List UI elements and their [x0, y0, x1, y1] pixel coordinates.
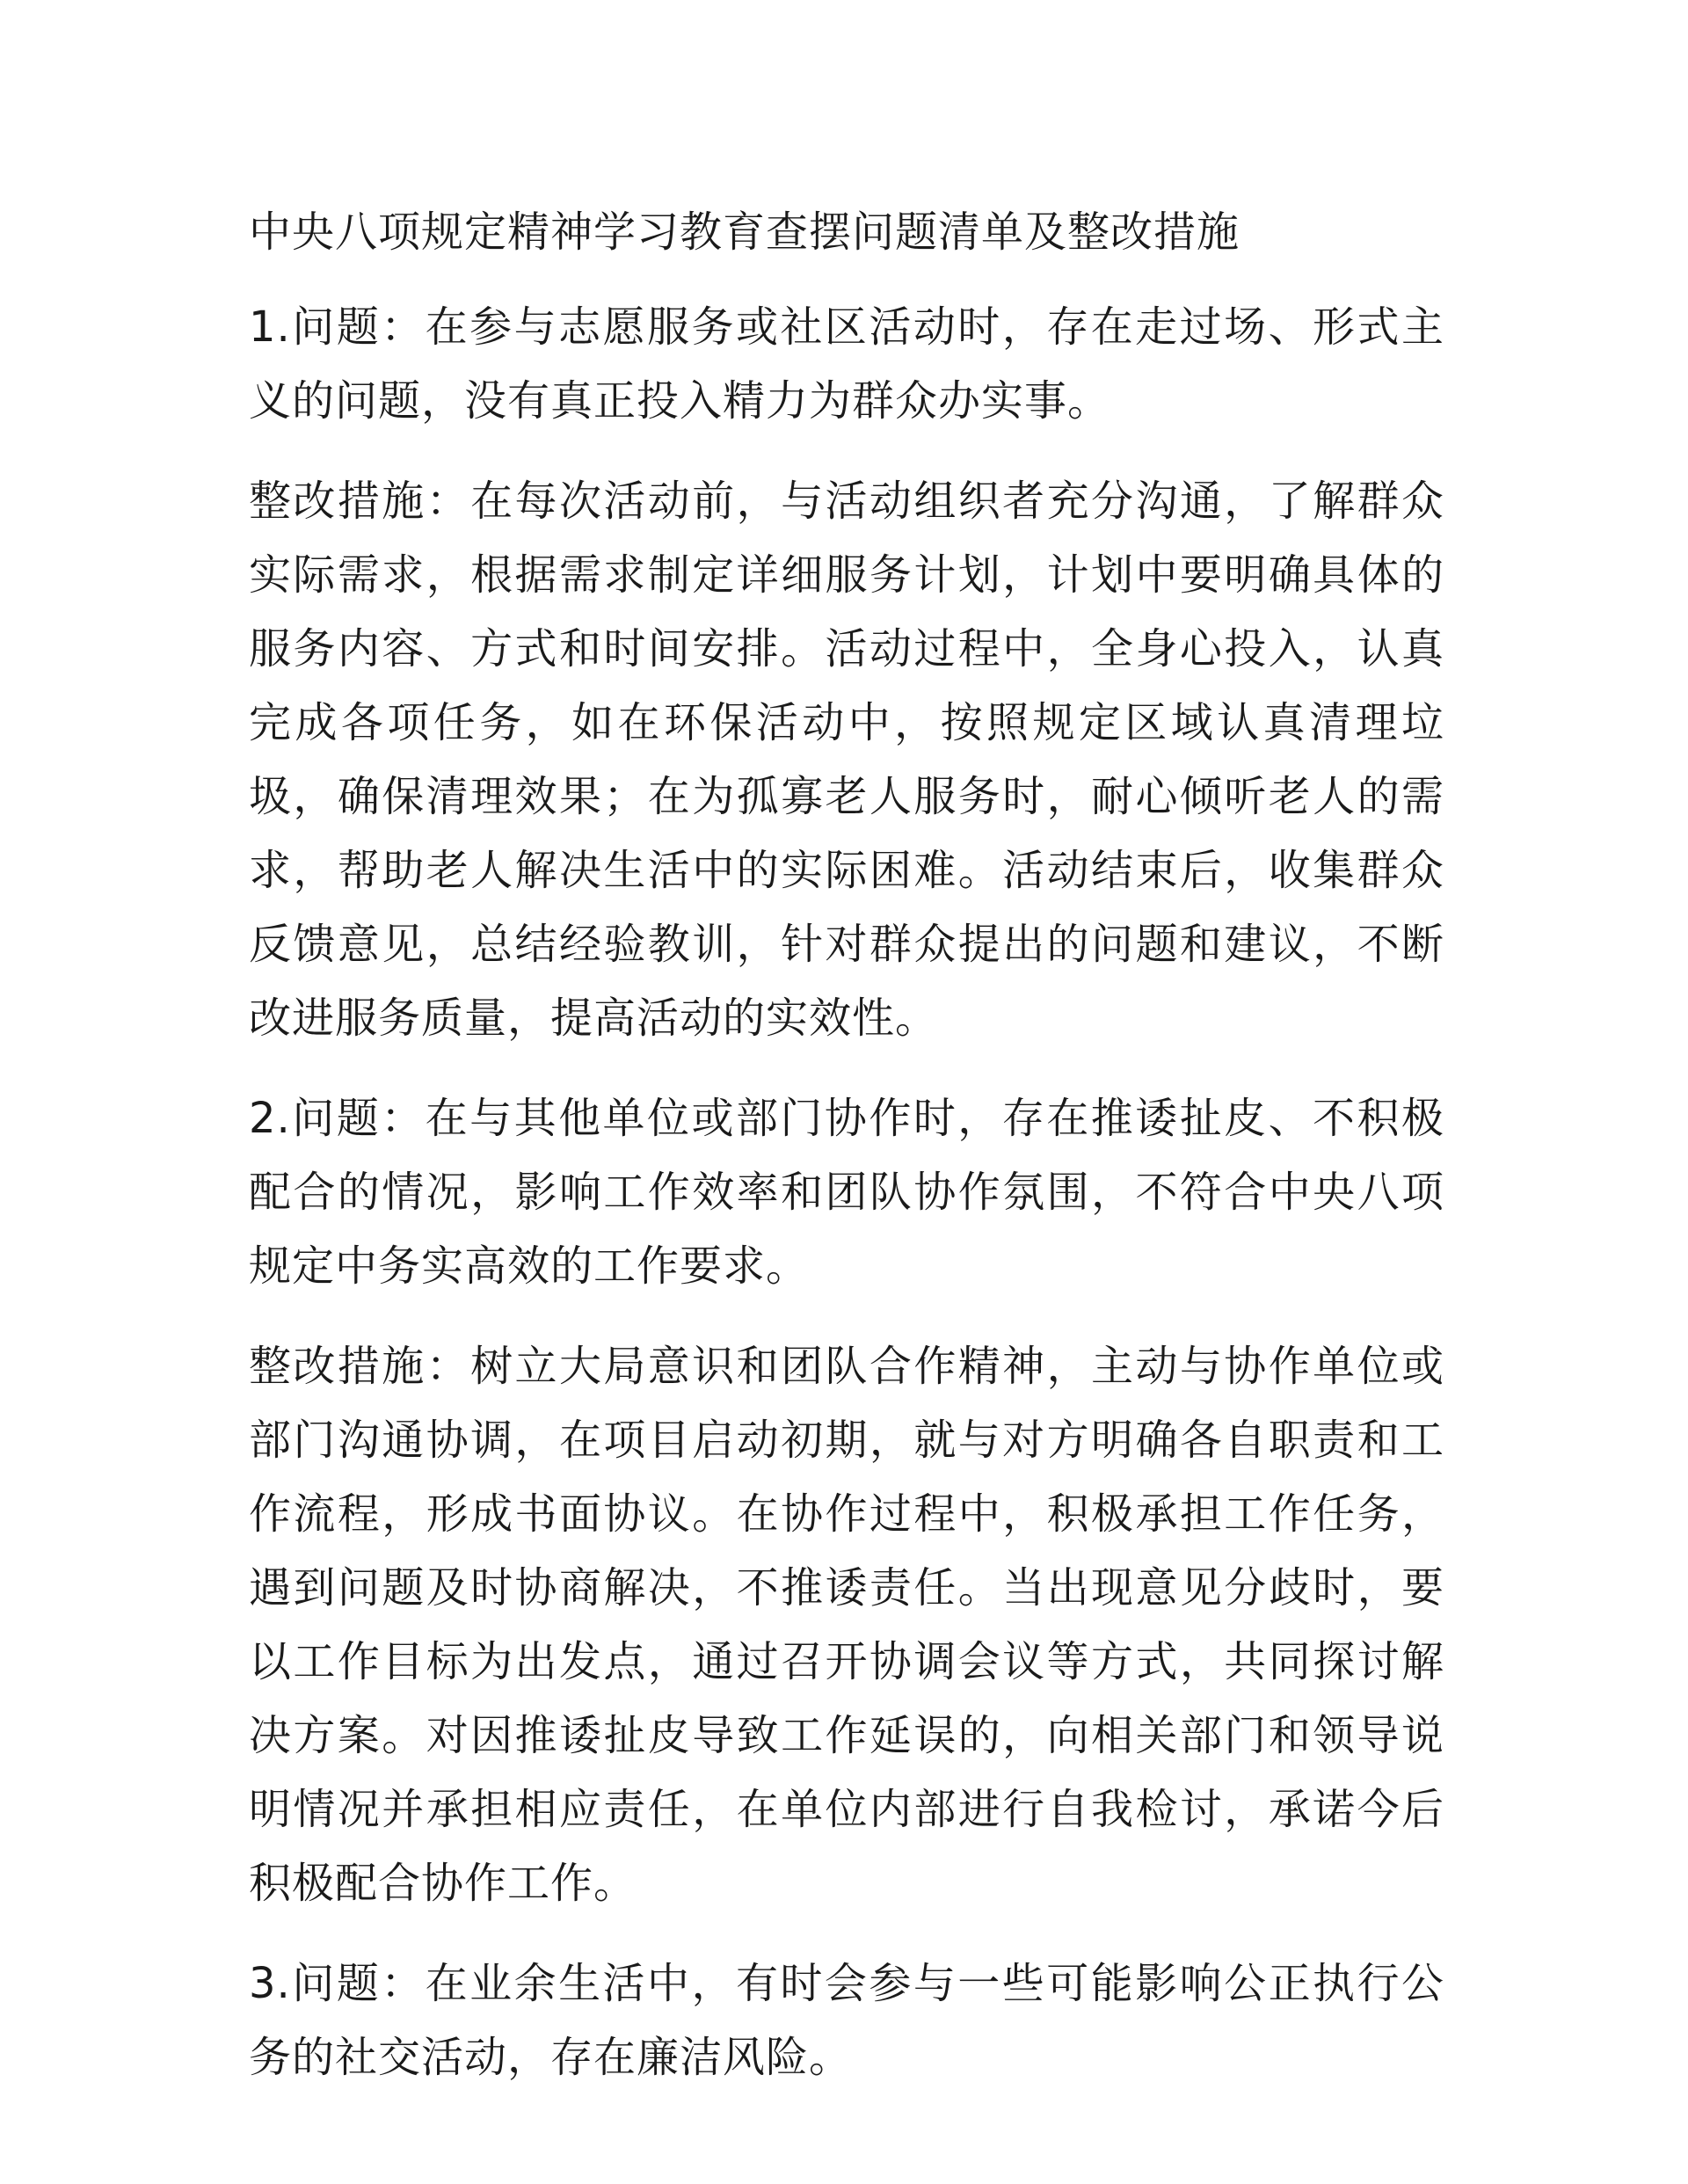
paragraph-measures-2: 整改措施：树立大局意识和团队合作精神，主动与协作单位或部门沟通协调，在项目启动初期，就与对方明确各自职责和工作流程，形成书面协议。在协作过程中，积极承担工作任务，遇到问题及时协商解决，不推诿责任。当出现意见分歧时，要以工作目标为出发点，通过召开协调会议等方式，共同探讨解决方案。对因推诿扯皮导致工作延误的，向相关部门和领导说明情况并承担相应责任，在单位内部进行自我检讨，承诺今后积极配合协作工作。	[249, 1342, 1444, 1908]
document-body	[249, 195, 1444, 2121]
paragraph-problem-2: 2.问题：在与其他单位或部门协作时，存在推诿扯皮、不积极配合的情况，影响工作效率和团队协作氛围，不符合中央八项规定中务实高效的工作要求。	[249, 1094, 1444, 1291]
paragraph-measures-1: 整改措施：在每次活动前，与活动组织者充分沟通，了解群众实际需求，根据需求制定详细服务计划，计划中要明确具体的服务内容、方式和时间安排。活动过程中，全身心投入，认真完成各项任务，如在环保活动中，按照规定区域认真清理垃圾，确保清理效果；在为孤寡老人服务时，耐心倾听老人的需求，帮助老人解决生活中的实际困难。活动结束后，收集群众反馈意见，总结经验教训，针对群众提出的问题和建议，不断改进服务质量，提高活动的实效性。	[249, 477, 1444, 1043]
paragraph-problem-1: 1.问题：在参与志愿服务或社区活动时，存在走过场、形式主义的问题，没有真正投入精力为群众办实事。	[249, 302, 1444, 426]
document-title: 中央八项规定精神学习教育查摆问题清单及整改措施	[249, 207, 1241, 257]
paragraph-problem-3: 3.问题：在业余生活中，有时会参与一些可能影响公正执行公务的社交活动，存在廉洁风险。	[249, 1959, 1444, 2082]
